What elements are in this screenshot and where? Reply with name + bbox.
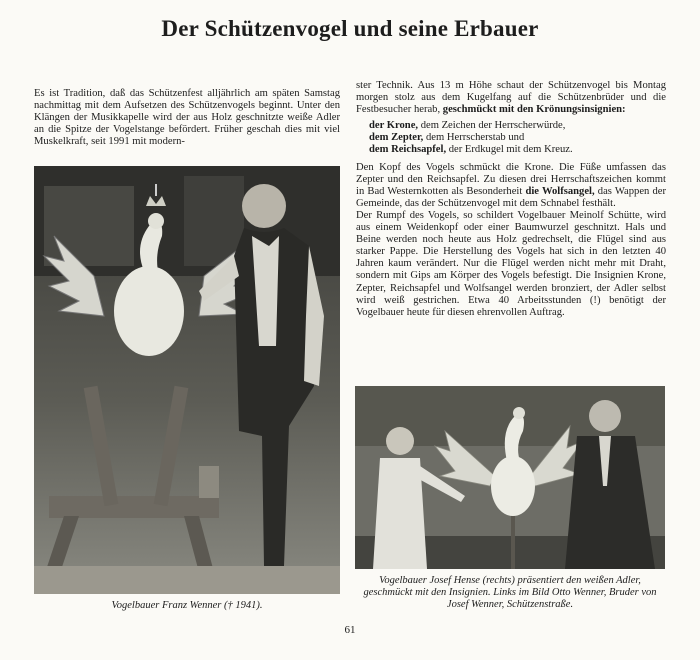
caption-left: Vogelbauer Franz Wenner († 1941). — [111, 600, 263, 611]
insignia-item-name: der Krone, — [369, 120, 419, 132]
construction-paragraph: Der Rumpf des Vogels, so schildert Vogelbauer Meinolf Schütte, wird aus einem Weidenkopf oder einer Baumwurzel geschnitzt. Hals und Beine werden noch heute aus Holz gedrechselt, die Flügel sind aus starker Pappe. Die Herstellung des Vogels hat sich in den letzten 40 Jahren kaum verändert. Nur die Flügel werden nicht mehr mit Draht, sondern mit Gips am Körper des Vogels befestigt. Die Insignien Krone, Zepter, Reichsapfel und Wolfsangel werden bronziert, der Adler selbst wird weiß gestrichen. Etwa 40 Arbeitsstunden (!) benötigt der Vogelbauer heute für diesen ehrenvollen Auftrag. — [356, 209, 666, 318]
insignia-item-name: dem Reichsapfel, — [369, 144, 447, 156]
crown-text-end: das Wappen der Gemeinde, das der Schützenvogel mit dem Schnabel festhält. — [356, 185, 666, 209]
page-title: Der Schützenvogel und seine Erbauer — [161, 16, 539, 41]
insignia-item-text: dem Herrscherstab und — [426, 132, 525, 144]
photo-franz-wenner — [34, 166, 340, 594]
continued-paragraph — [356, 80, 666, 116]
left-column-text — [34, 88, 340, 148]
insignia-item-text: dem Zeichen der Herrscherwürde, — [420, 120, 566, 132]
photo-franz-wenner-image — [34, 166, 340, 594]
right-column-text — [356, 80, 666, 319]
wolfsangel-highlight: die Wolfsangel, — [525, 185, 595, 197]
crown-paragraph — [356, 162, 666, 210]
photo-josef-hense-image — [355, 386, 665, 569]
insignia-item — [369, 132, 666, 144]
insignia-list — [369, 120, 666, 156]
photo-josef-hense — [355, 386, 665, 569]
insignia-item-text: der Erdkugel mit dem Kreuz. — [448, 144, 573, 156]
insignia-item — [369, 120, 666, 132]
continued-text: ster Technik. Aus 13 m Höhe schaut der Schützenvogel bis Montag morgen stolz aus dem Kugelfang auf die Schützenbrüder und die Festbesucher herab, — [356, 80, 666, 116]
insignia-heading: geschmückt mit den Krönungsinsignien: — [442, 104, 626, 116]
intro-paragraph: Es ist Tradition, daß das Schützenfest alljährlich am späten Samstag nachmittag mit dem Aufsetzen des Schützenvogels beginnt. Unter den Klängen der Musikkapelle wird der aus Holz geschnitzte weiße Adler an die Spitze der Vogelstange befördert. Früher geschah dies mit viel Muskelkraft, seit 1991 mit modern- — [34, 88, 340, 148]
crown-text: Den Kopf des Vogels schmückt die Krone. Die Füße umfassen das Zepter und den Reichsapfel. Zu diesen drei Herrschaftszeichen kommt in Bad Westernkotten als Besonderheit — [356, 161, 666, 197]
insignia-item-name: dem Zepter, — [369, 132, 424, 144]
insignia-item — [369, 144, 666, 156]
page-number: 61 — [344, 624, 356, 636]
caption-right: Vogelbauer Josef Hense (rechts) präsentiert den weißen Adler, geschmückt mit den Insignien. Links im Bild Otto Wenner, Bruder von Josef Wenner, Schützenstraße. — [363, 575, 657, 610]
